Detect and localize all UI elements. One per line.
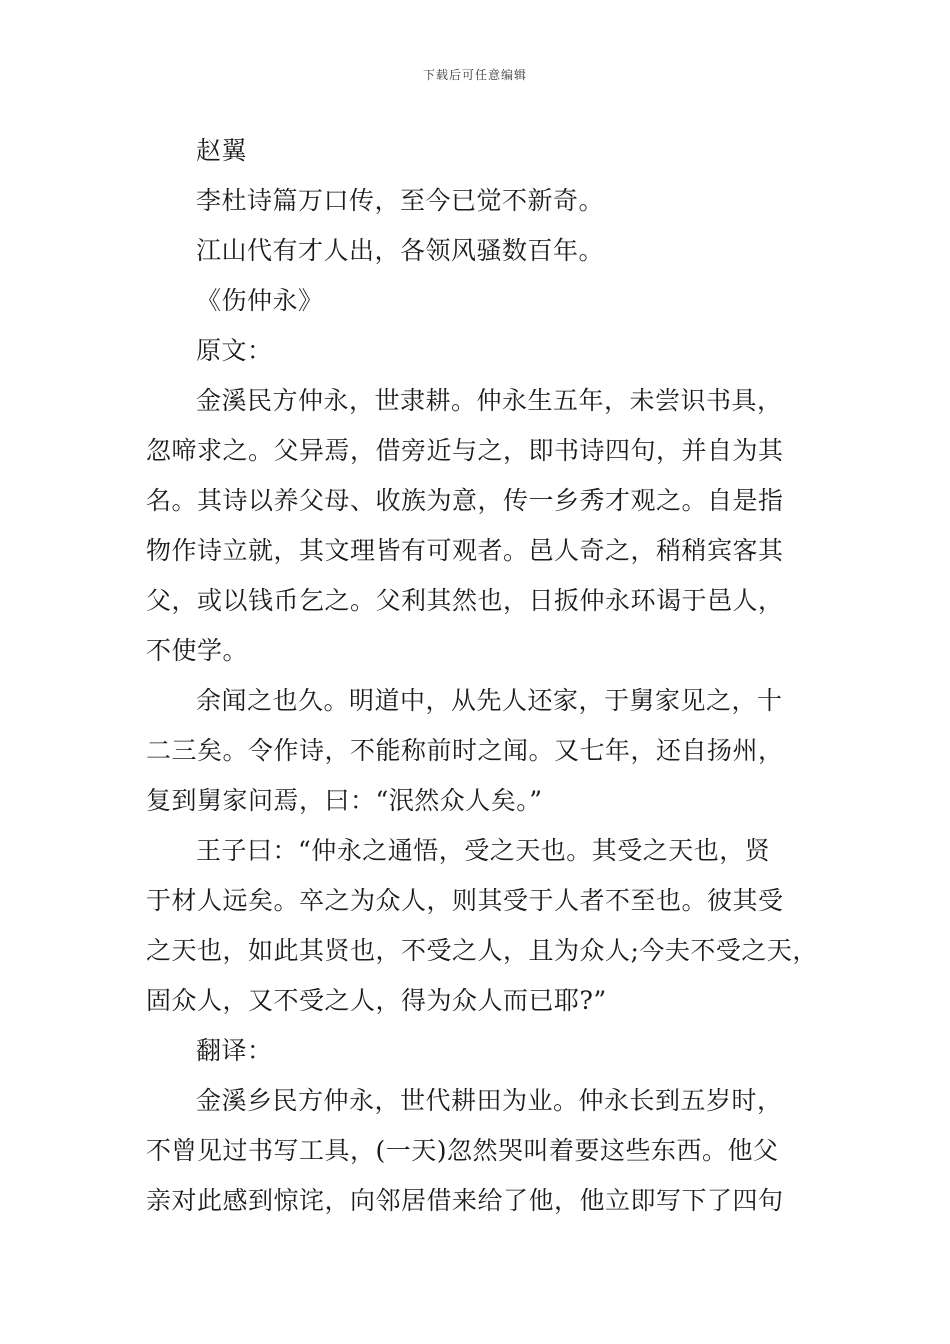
poem-line: 李杜诗篇万口传，至今已觉不新奇。 — [196, 186, 605, 215]
document-body — [146, 126, 826, 1226]
paragraph-line: 不曾见过书写工具，(一天)忽然哭叫着要这些东西。他父 — [146, 1136, 779, 1165]
paragraph-line: 不使学。 — [146, 636, 249, 665]
paragraph-line: 之天也，如此其贤也，不受之人，且为众人;今夫不受之天， — [146, 936, 818, 965]
paragraph-line: 忽啼求之。父异焉，借旁近与之，即书诗四句，并自为其 — [146, 436, 784, 465]
section-title: 《伤仲永》 — [196, 286, 324, 315]
paragraph-line: 二三矣。令作诗，不能称前时之闻。又七年，还自扬州， — [146, 736, 784, 765]
paragraph-line: 于材人远矣。卒之为众人，则其受于人者不至也。彼其受 — [146, 886, 784, 915]
paragraph-line: 亲对此感到惊诧，向邻居借来给了他，他立即写下了四句 — [146, 1186, 784, 1215]
poem-line: 江山代有才人出，各领风骚数百年。 — [196, 236, 605, 265]
author-line: 赵翼 — [196, 136, 248, 165]
paragraph-line: 名。其诗以养父母、收族为意，传一乡秀才观之。自是指 — [146, 486, 784, 515]
section-heading-original: 原文： — [196, 336, 273, 365]
paragraph-line: 余闻之也久。明道中，从先人还家，于舅家见之，十 — [196, 686, 783, 715]
page-header: 下载后可任意编辑 — [422, 68, 527, 82]
paragraph-line: 父，或以钱币乞之。父利其然也，日扳仲永环谒于邑人， — [146, 586, 784, 615]
paragraph-line: 金溪乡民方仲永，世代耕田为业。仲永长到五岁时， — [196, 1086, 783, 1115]
paragraph-line: 王子曰：“仲永之通悟，受之天也。其受之天也，贤 — [196, 836, 771, 865]
paragraph-line: 固众人，又不受之人，得为众人而已耶?” — [146, 986, 607, 1015]
paragraph-line: 复到舅家问焉，曰：“泯然众人矣。” — [146, 786, 543, 815]
paragraph-line: 金溪民方仲永，世隶耕。仲永生五年，未尝识书具， — [196, 386, 783, 415]
section-heading-translation: 翻译： — [196, 1036, 273, 1065]
paragraph-line: 物作诗立就，其文理皆有可观者。邑人奇之，稍稍宾客其 — [146, 536, 784, 565]
